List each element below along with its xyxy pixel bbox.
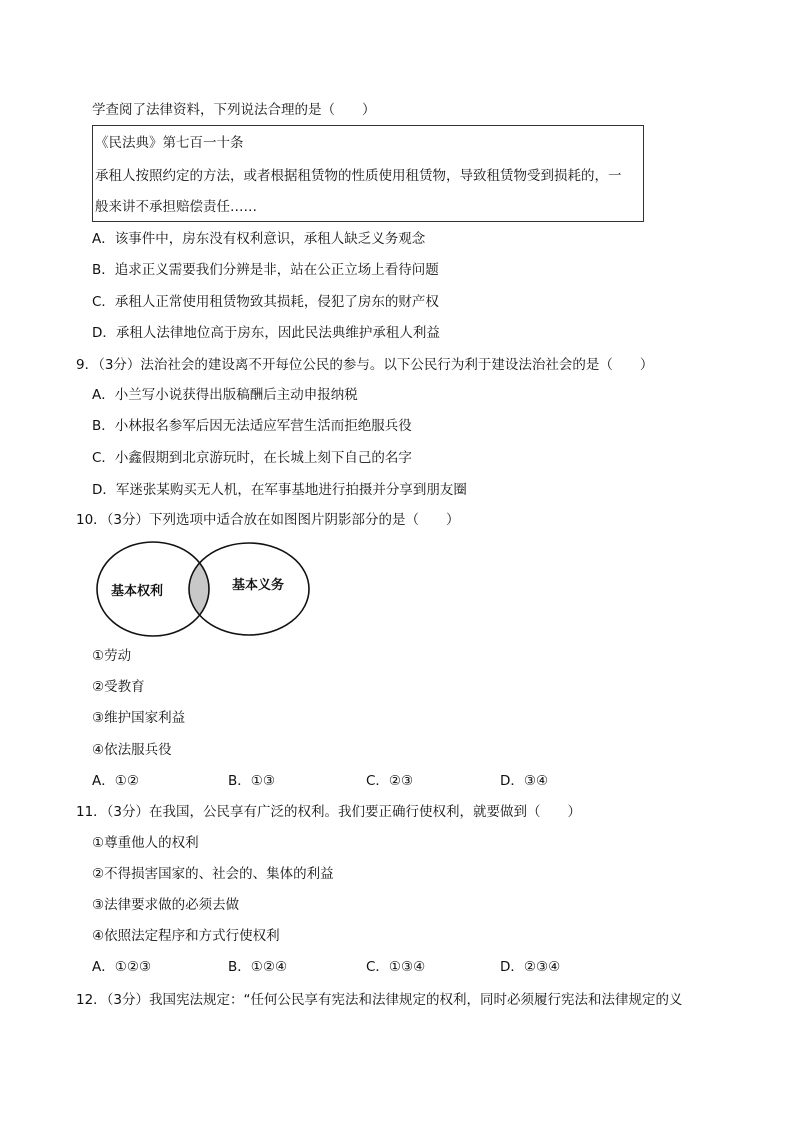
q10-item-1: ①劳动 [92, 648, 132, 664]
q11-choice-c: C．①③④ [366, 959, 426, 975]
q11-item-2: ②不得损害国家的、社会的、集体的利益 [92, 866, 334, 882]
venn-left-label: 基本权利 [111, 584, 164, 599]
q10-item-3: ③维护国家利益 [92, 710, 186, 726]
q8-option-b: B．追求正义需要我们分辨是非，站在公正立场上看待问题 [92, 262, 439, 278]
q10-choice-a: A．①② [92, 773, 139, 789]
q11-item-4: ④依照法定程序和方式行使权利 [92, 928, 280, 944]
q10-item-4: ④依法服兵役 [92, 742, 172, 758]
q11-choice-d: D．②③④ [500, 959, 561, 975]
q8-option-d: D．承租人法律地位高于房东，因此民法典维护承租人利益 [92, 325, 440, 341]
q8-law-title: 《民法典》第七百一十条 [95, 135, 244, 151]
q8-law-line1: 承租人按照约定的方法，或者根据租赁物的性质使用租赁物，导致租赁物受到损耗的，一 [95, 168, 622, 184]
q11-item-1: ①尊重他人的权利 [92, 835, 199, 851]
q9-option-c: C．小鑫假期到北京游玩时，在长城上刻下自己的名字 [92, 450, 412, 466]
q10-item-2: ②受教育 [92, 679, 145, 695]
q8-law-line2: 般来讲不承担赔偿责任…… [95, 199, 257, 215]
q8-stem-tail: 学查阅了法律资料，下列说法合理的是（ ） [92, 102, 376, 118]
q9-option-b: B．小林报名参军后因无法适应军营生活而拒绝服兵役 [92, 418, 412, 434]
q11-item-3: ③法律要求做的必须去做 [92, 897, 240, 913]
venn-right-label: 基本义务 [232, 578, 285, 593]
q10-stem: 10．（3分）下列选项中适合放在如图图片阴影部分的是（ ） [76, 512, 460, 528]
q10-choice-d: D．③④ [500, 773, 549, 789]
q9-option-a: A．小兰写小说获得出版稿酬后主动申报纳税 [92, 387, 358, 403]
q11-choice-a: A．①②③ [92, 959, 152, 975]
q11-stem: 11．（3分）在我国，公民享有广泛的权利。我们要正确行使权利，就要做到（ ） [76, 804, 582, 820]
q10-venn-diagram [90, 536, 320, 642]
q11-choice-b: B．①②④ [228, 959, 288, 975]
q10-choice-b: B．①③ [228, 773, 275, 789]
q9-stem: 9．（3分）法治社会的建设离不开每位公民的参与。以下公民行为利于建设法治社会的是（ ） [76, 357, 654, 373]
q9-option-d: D．军迷张某购买无人机，在军事基地进行拍摄并分享到朋友圈 [92, 482, 467, 498]
q8-option-a: A．该事件中，房东没有权利意识，承租人缺乏义务观念 [92, 231, 426, 247]
q8-option-c: C．承租人正常使用租赁物致其损耗，侵犯了房东的财产权 [92, 294, 439, 310]
q10-choice-c: C．②③ [366, 773, 414, 789]
q12-stem: 12．（3分）我国宪法规定：“任何公民享有宪法和法律规定的权利，同时必须履行宪法和法律规定的义 [76, 992, 683, 1008]
